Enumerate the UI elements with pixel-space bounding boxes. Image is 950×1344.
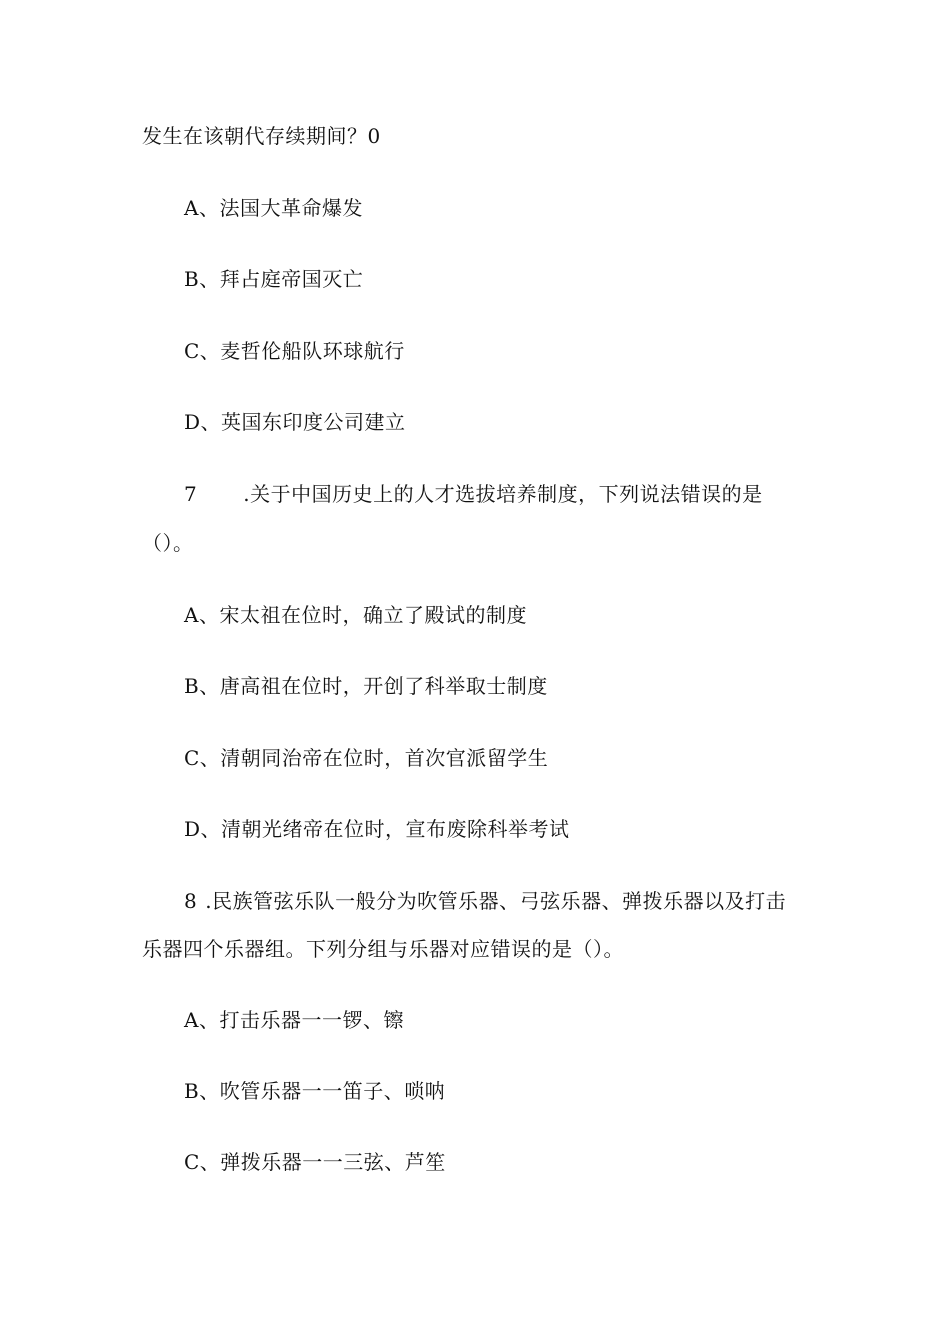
- q6-option-c: C、麦哲伦船队环球航行: [184, 339, 405, 363]
- q7-option-d: D、清朝光绪帝在位时，宣布废除科举考试: [184, 817, 570, 841]
- q8-stem-line2: 乐器四个乐器组。下列分组与乐器对应错误的是（）。: [142, 937, 624, 961]
- q8-option-b: B、吹管乐器一一笛子、唢呐: [184, 1079, 446, 1103]
- q6-option-b: B、拜占庭帝国灭亡: [184, 267, 364, 291]
- q8-option-c: C、弹拨乐器一一三弦、芦笙: [184, 1150, 446, 1174]
- q7-option-a: A、宋太祖在位时，确立了殿试的制度: [184, 603, 527, 627]
- q8-stem-line1: [184, 889, 786, 913]
- q8-number: 8: [184, 889, 198, 913]
- q6-option-a: A、法国大革命爆发: [184, 196, 363, 220]
- q7-option-b: B、唐高祖在位时，开创了科举取士制度: [184, 674, 548, 698]
- q7-stem-line2: （）。: [142, 531, 194, 555]
- q7-number: 7: [184, 482, 198, 506]
- q7-option-c: C、清朝同治帝在位时，首次官派留学生: [184, 746, 549, 770]
- q6-stem-tail: 发生在该朝代存续期间？0: [142, 124, 381, 148]
- q7-stem-line1: [184, 482, 763, 506]
- q7-stem-text: .关于中国历史上的人才选拔培养制度，下列说法错误的是: [243, 482, 763, 506]
- q8-stem-text: .民族管弦乐队一般分为吹管乐器、弓弦乐器、弹拨乐器以及打击: [205, 889, 787, 913]
- q6-option-d: D、英国东印度公司建立: [184, 410, 406, 434]
- q8-option-a: A、打击乐器一一锣、镲: [184, 1008, 404, 1032]
